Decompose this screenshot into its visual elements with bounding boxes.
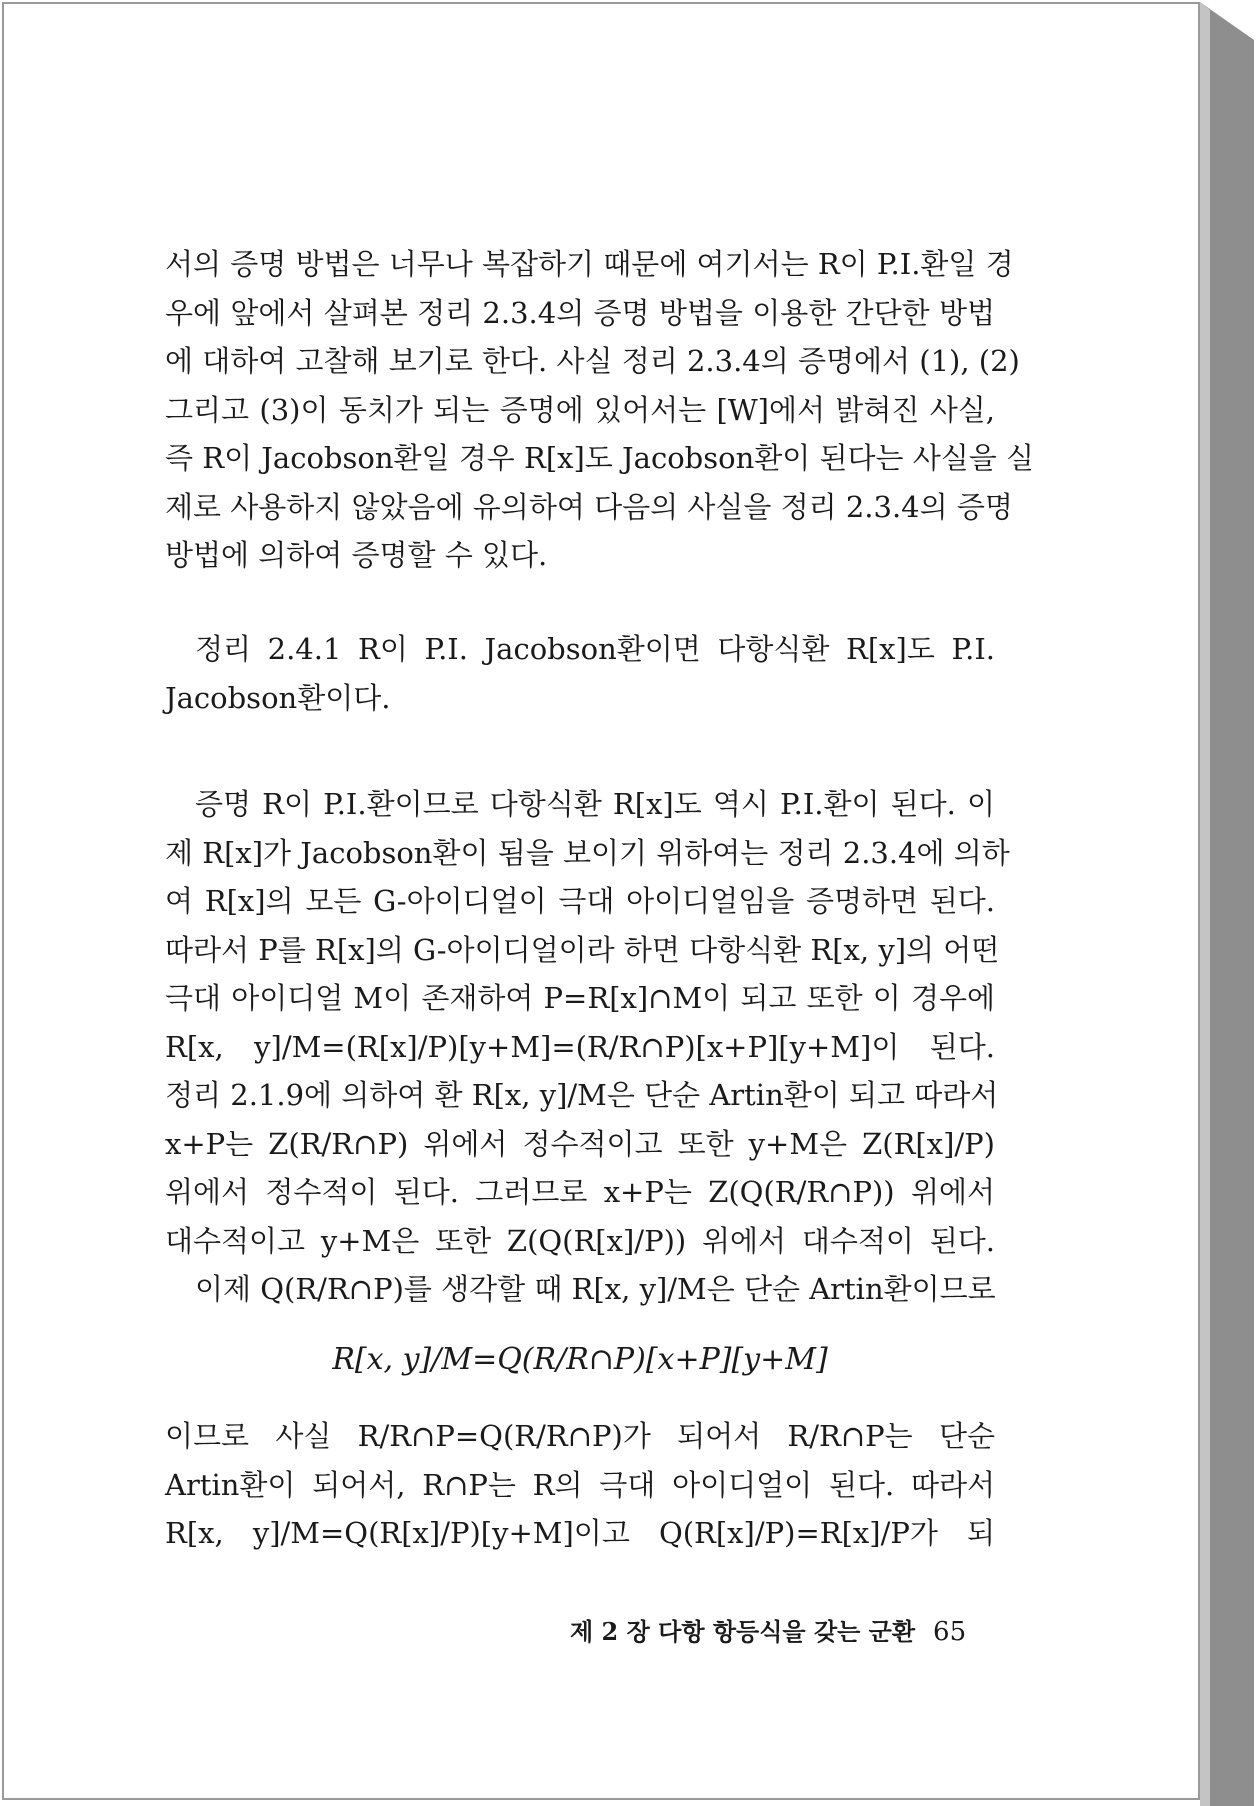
proof-line: 증명 R이 P.I.환이므로 다항식환 R[x]도 역시 P.I.환이 된다. 이 xyxy=(195,787,995,821)
text-line: 이므로 사실 R/R∩P=Q(R/R∩P)가 되어서 R/R∩P는 단순 xyxy=(165,1419,995,1453)
paragraph-intro xyxy=(165,240,1035,580)
text-line: Artin환이 되어서, R∩P는 R의 극대 아이디얼이 된다. 따라서 xyxy=(165,1467,995,1502)
text-line: 즉 R이 Jacobson환일 경우 R[x]도 Jacobson환이 된다는 사실을 실 xyxy=(165,441,1035,475)
text-line: 방법에 의하여 증명할 수 있다. xyxy=(165,538,548,572)
proof-line: 여 R[x]의 모든 G-아이디얼이 극대 아이디얼임을 증명하면 된다. xyxy=(165,884,995,918)
theorem-line: 정리 2.4.1 R이 P.I. Jacobson환이면 다항식환 R[x]도 P.I. xyxy=(195,632,995,666)
page-number: 65 xyxy=(933,1617,967,1647)
page-footer xyxy=(570,1612,970,1647)
proof-line: 위에서 정수적이 된다. 그러므로 x+P는 Z(Q(R/R∩P)) 위에서 xyxy=(165,1175,995,1209)
paragraph-conclusion xyxy=(165,1412,995,1558)
proof-line: x+P는 Z(R/R∩P) 위에서 정수적이고 또한 y+M은 Z(R[x]/P) xyxy=(165,1126,995,1161)
proof-line: 대수적이고 y+M은 또한 Z(Q(R[x]/P)) 위에서 대수적이 된다. xyxy=(165,1223,995,1258)
proof-block xyxy=(165,780,1010,1314)
proof-line: 제 R[x]가 Jacobson환이 됨을 보이기 위하여는 정리 2.3.4에 의하 xyxy=(165,835,1010,870)
proof-line: 정리 2.1.9에 의하여 환 R[x, y]/M은 단순 Artin환이 되고 따라서 xyxy=(165,1078,999,1112)
page-content xyxy=(165,240,1035,1550)
chapter-title: 제 2 장 다항 항등식을 갖는 군환 xyxy=(570,1617,916,1646)
proof-line: 극대 아이디얼 M이 존재하여 P=R[x]∩M이 되고 또한 이 경우에 xyxy=(165,981,995,1015)
theorem-line: Jacobson환이다. xyxy=(165,680,391,715)
display-formula: R[x, y]/M=Q(R/R∩P)[x+P][y+M] xyxy=(332,1342,828,1377)
theorem-block xyxy=(165,625,995,722)
text-line: R[x, y]/M=Q(R[x]/P)[y+M]이고 Q(R[x]/P)=R[x]/P가 되 xyxy=(165,1516,995,1550)
proof-line: 따라서 P를 R[x]의 G-아이디얼이라 하면 다항식환 R[x, y]의 어떤 xyxy=(165,932,1000,967)
text-line: 서의 증명 방법은 너무나 복잡하기 때문에 여기서는 R이 P.I.환일 경 xyxy=(165,247,1014,281)
text-line: 에 대하여 고찰해 보기로 한다. 사실 정리 2.3.4의 증명에서 (1), (2) xyxy=(165,344,1020,378)
text-line: 제로 사용하지 않았음에 유의하여 다음의 사실을 정리 2.3.4의 증명 xyxy=(165,489,1013,524)
text-line: 그리고 (3)이 동치가 되는 증명에 있어서는 [W]에서 밝혀진 사실, xyxy=(165,392,995,427)
proof-line: 이제 Q(R/R∩P)를 생각할 때 R[x, y]/M은 단순 Artin환이므로 xyxy=(195,1272,996,1306)
text-line: 우에 앞에서 살펴본 정리 2.3.4의 증명 방법을 이용한 간단한 방법 xyxy=(165,295,995,330)
proof-line: R[x, y]/M=(R[x]/P)[y+M]=(R/R∩P)[x+P][y+M]이 된다. xyxy=(165,1029,995,1064)
